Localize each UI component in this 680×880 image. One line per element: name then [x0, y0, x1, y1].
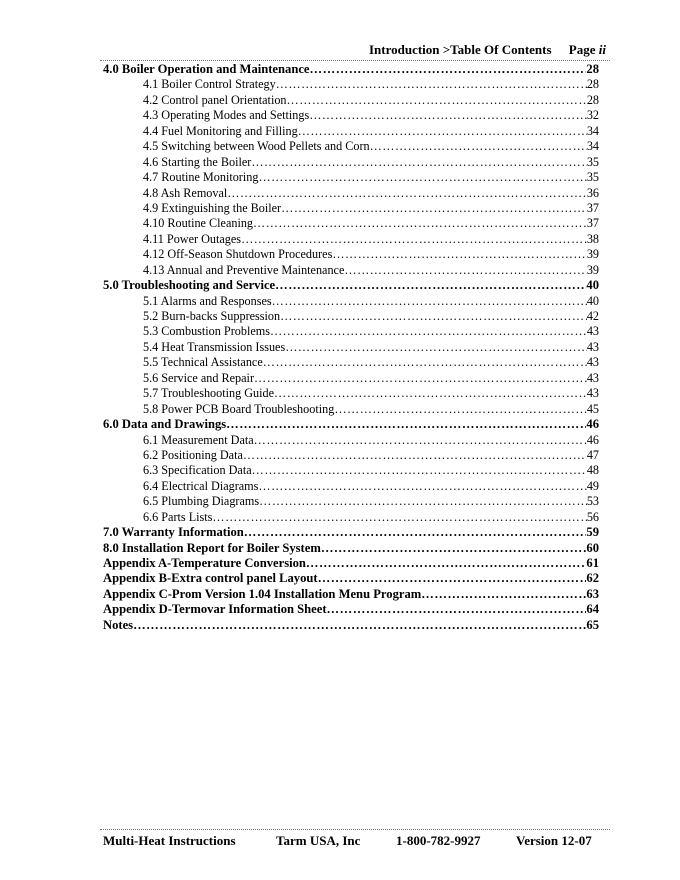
dot-leader	[309, 108, 587, 123]
toc-entry-page: 32	[586, 108, 599, 123]
toc-entry-title: 5.2 Burn-backs Suppression	[143, 309, 281, 323]
dot-leader	[226, 417, 586, 432]
toc-entry-page: 49	[586, 478, 599, 493]
toc-entry-page: 37	[586, 216, 599, 231]
toc-entry-page: 47	[586, 447, 599, 462]
header-rule	[100, 60, 610, 61]
footer-rule	[100, 829, 610, 830]
toc-entry-title: 4.1 Boiler Control Strategy	[143, 77, 276, 92]
toc-entry-page: 43	[586, 324, 599, 339]
toc-entry-title: 6.4 Electrical Diagrams	[143, 478, 259, 493]
toc-entry-title: Notes	[103, 617, 134, 632]
toc-entry-title: 4.9 Extinguishing the Boiler	[143, 200, 282, 215]
dot-leader	[258, 479, 586, 494]
toc-entry-title: 4.5 Switching between Wood Pellets and Corn	[143, 139, 370, 154]
toc-subsection-entry	[103, 402, 599, 417]
dot-leader	[243, 448, 587, 463]
toc-section-entry	[103, 618, 599, 633]
dot-leader	[253, 216, 587, 231]
toc-entry-title: 5.6 Service and Repair	[143, 370, 255, 385]
toc-entry-title: 4.12 Off-Season Shutdown Procedures	[143, 247, 333, 262]
toc-entry-title: 4.2 Control panel Orientation	[143, 92, 287, 107]
toc-entry-title: 8.0 Installation Report for Boiler System	[103, 540, 321, 555]
toc-entry-page: 43	[586, 355, 599, 370]
toc-subsection-entry	[103, 371, 599, 386]
header-page	[569, 42, 606, 57]
header-section-title: Introduction >Table Of Contents	[368, 42, 552, 57]
toc-entry-page: 60	[586, 540, 599, 555]
page-footer	[103, 833, 603, 849]
dot-leader	[133, 618, 586, 633]
toc-entry-page: 59	[586, 525, 599, 540]
toc-entry-title: 6.2 Positioning Data	[143, 447, 243, 462]
toc-entry-title: 5.4 Heat Transmission Issues	[143, 339, 286, 354]
dot-leader	[227, 186, 587, 201]
toc-entry-page: 64	[586, 602, 599, 617]
dot-leader	[298, 124, 587, 139]
toc-entry-page: 61	[586, 556, 599, 570]
toc-subsection-entry	[103, 340, 599, 355]
dot-leader	[244, 525, 587, 540]
dot-leader	[276, 77, 587, 92]
toc-section-entry	[103, 278, 599, 293]
toc-subsection-entry	[103, 201, 599, 216]
toc-entry-title: 5.8 Power PCB Board Troubleshooting	[143, 401, 335, 416]
toc-subsection-entry	[103, 93, 599, 108]
toc-subsection-entry	[103, 170, 599, 185]
toc-entry-title: 4.3 Operating Modes and Settings	[143, 108, 310, 123]
dot-leader	[270, 324, 587, 339]
toc-entry-page: 56	[586, 509, 599, 524]
header-page-label: Page	[568, 42, 596, 57]
toc-section-entry	[103, 587, 599, 602]
toc-section-entry	[103, 556, 599, 571]
toc-subsection-entry	[103, 494, 599, 509]
toc-entry-page: 39	[586, 247, 599, 262]
toc-entry-title: 5.0 Troubleshooting and Service	[103, 278, 276, 293]
toc-entry-title: 6.3 Specification Data	[143, 463, 252, 478]
dot-leader	[285, 340, 587, 355]
toc-entry-page: 45	[586, 401, 599, 416]
dot-leader	[254, 433, 587, 448]
footer-company: Tarm USA, Inc	[276, 833, 361, 848]
toc-entry-page: 35	[586, 154, 599, 169]
toc-entry-page: 34	[586, 139, 599, 154]
toc-subsection-entry	[103, 77, 599, 92]
toc-entry-page: 53	[586, 494, 599, 509]
toc-entry-page: 28	[586, 92, 599, 107]
toc-entry-title: 4.7 Routine Monitoring	[143, 170, 259, 185]
toc-entry-page: 48	[586, 463, 599, 478]
toc-entry-title: 4.10 Routine Cleaning	[143, 216, 254, 231]
toc-entry-title: Appendix C-Prom Version 1.04 Installation Menu Program	[103, 586, 422, 601]
toc-entry-title: Appendix B-Extra control panel Layout	[103, 571, 318, 586]
toc-entry-page: 39	[586, 262, 599, 277]
toc-entry-page: 40	[586, 278, 599, 293]
toc-entry-page: 65	[586, 617, 599, 632]
toc-subsection-entry	[103, 155, 599, 170]
toc-entry-page: 62	[586, 571, 599, 586]
toc-entry-page: 28	[586, 62, 599, 76]
toc-entry-page: 38	[586, 231, 599, 246]
toc-entry-title: 4.11 Power Outages	[143, 231, 242, 246]
dot-leader	[332, 247, 586, 262]
dot-leader	[258, 170, 586, 185]
toc-entry-title: Appendix D-Termovar Information Sheet	[103, 602, 327, 617]
toc-entry-page: 43	[586, 339, 599, 354]
toc-entry-page: 43	[586, 370, 599, 385]
toc-subsection-entry	[103, 263, 599, 278]
header-page-number: ii	[598, 42, 606, 57]
dot-leader	[263, 355, 587, 370]
toc-entry-page: 34	[586, 123, 599, 138]
dot-leader	[321, 541, 587, 556]
toc-subsection-entry	[103, 186, 599, 201]
dot-leader	[251, 155, 586, 170]
footer-phone: 1-800-782-9927	[396, 833, 481, 848]
toc-entry-page: 36	[586, 185, 599, 200]
toc-entry-title: 7.0 Warranty Information	[103, 525, 244, 540]
dot-leader	[287, 93, 587, 108]
toc-section-entry	[103, 541, 599, 556]
dot-leader	[241, 232, 587, 247]
toc-section-entry	[103, 62, 599, 77]
toc-entry-title: 4.8 Ash Removal	[143, 185, 228, 200]
toc-subsection-entry	[103, 108, 599, 123]
toc-subsection-entry	[103, 324, 599, 339]
page-header	[100, 42, 606, 58]
toc-subsection-entry	[103, 463, 599, 478]
toc-subsection-entry	[103, 309, 599, 324]
dot-leader	[344, 263, 586, 278]
toc-entry-title: 5.5 Technical Assistance	[143, 355, 263, 370]
toc-subsection-entry	[103, 247, 599, 262]
dot-leader	[334, 402, 587, 417]
toc-entry-title: 6.1 Measurement Data	[143, 432, 254, 447]
toc-section-entry	[103, 417, 599, 432]
toc-subsection-entry	[103, 386, 599, 401]
dot-leader	[421, 587, 586, 602]
toc-subsection-entry	[103, 510, 599, 525]
toc-subsection-entry	[103, 139, 599, 154]
toc-entry-title: 5.1 Alarms and Responses	[143, 293, 272, 308]
toc-subsection-entry	[103, 216, 599, 231]
toc-entry-page: 42	[586, 309, 599, 323]
toc-entry-title: 4.0 Boiler Operation and Maintenance	[103, 62, 310, 76]
dot-leader	[281, 201, 587, 216]
dot-leader	[310, 62, 587, 77]
toc-section-entry	[103, 571, 599, 586]
dot-leader	[252, 463, 587, 478]
toc-entry-title: 5.3 Combustion Problems	[143, 324, 270, 339]
toc-entry-page: 63	[586, 586, 599, 601]
dot-leader	[275, 278, 586, 293]
dot-leader	[272, 294, 587, 309]
toc-subsection-entry	[103, 294, 599, 309]
toc-entry-title: 5.7 Troubleshooting Guide	[143, 386, 275, 401]
toc-entry-page: 43	[586, 386, 599, 401]
dot-leader	[274, 386, 587, 401]
toc-entry-title: 4.6 Starting the Boiler	[143, 154, 252, 169]
dot-leader	[280, 309, 587, 324]
toc-entry-title: 4.13 Annual and Preventive Maintenance	[143, 262, 345, 277]
toc-subsection-entry	[103, 448, 599, 463]
toc-subsection-entry	[103, 232, 599, 247]
toc-entry-title: 4.4 Fuel Monitoring and Filling	[143, 123, 298, 138]
toc-entry-title: Appendix A-Temperature Conversion	[103, 556, 306, 570]
toc-entry-page: 40	[586, 293, 599, 308]
toc-entry-title: 6.6 Parts Lists	[143, 509, 213, 524]
toc-entry-title: 6.5 Plumbing Diagrams	[143, 494, 260, 509]
toc-entry-page: 35	[586, 170, 599, 185]
dot-leader	[306, 556, 586, 571]
dot-leader	[212, 510, 586, 525]
toc-entry-page: 37	[586, 200, 599, 215]
footer-version: Version 12-07	[516, 833, 592, 848]
toc-subsection-entry	[103, 355, 599, 370]
toc-subsection-entry	[103, 433, 599, 448]
toc-entry-page: 46	[586, 417, 599, 432]
dot-leader	[327, 602, 587, 617]
toc-entry-page: 28	[586, 77, 599, 92]
footer-document-title: Multi-Heat Instructions	[103, 833, 236, 848]
toc-section-entry	[103, 602, 599, 617]
toc-entry-title: 6.0 Data and Drawings	[103, 417, 227, 432]
dot-leader	[318, 571, 587, 586]
table-of-contents	[103, 62, 599, 633]
toc-entry-page: 46	[586, 432, 599, 447]
dot-leader	[370, 139, 587, 154]
toc-subsection-entry	[103, 479, 599, 494]
toc-subsection-entry	[103, 124, 599, 139]
dot-leader	[259, 494, 587, 509]
toc-section-entry	[103, 525, 599, 540]
dot-leader	[254, 371, 587, 386]
